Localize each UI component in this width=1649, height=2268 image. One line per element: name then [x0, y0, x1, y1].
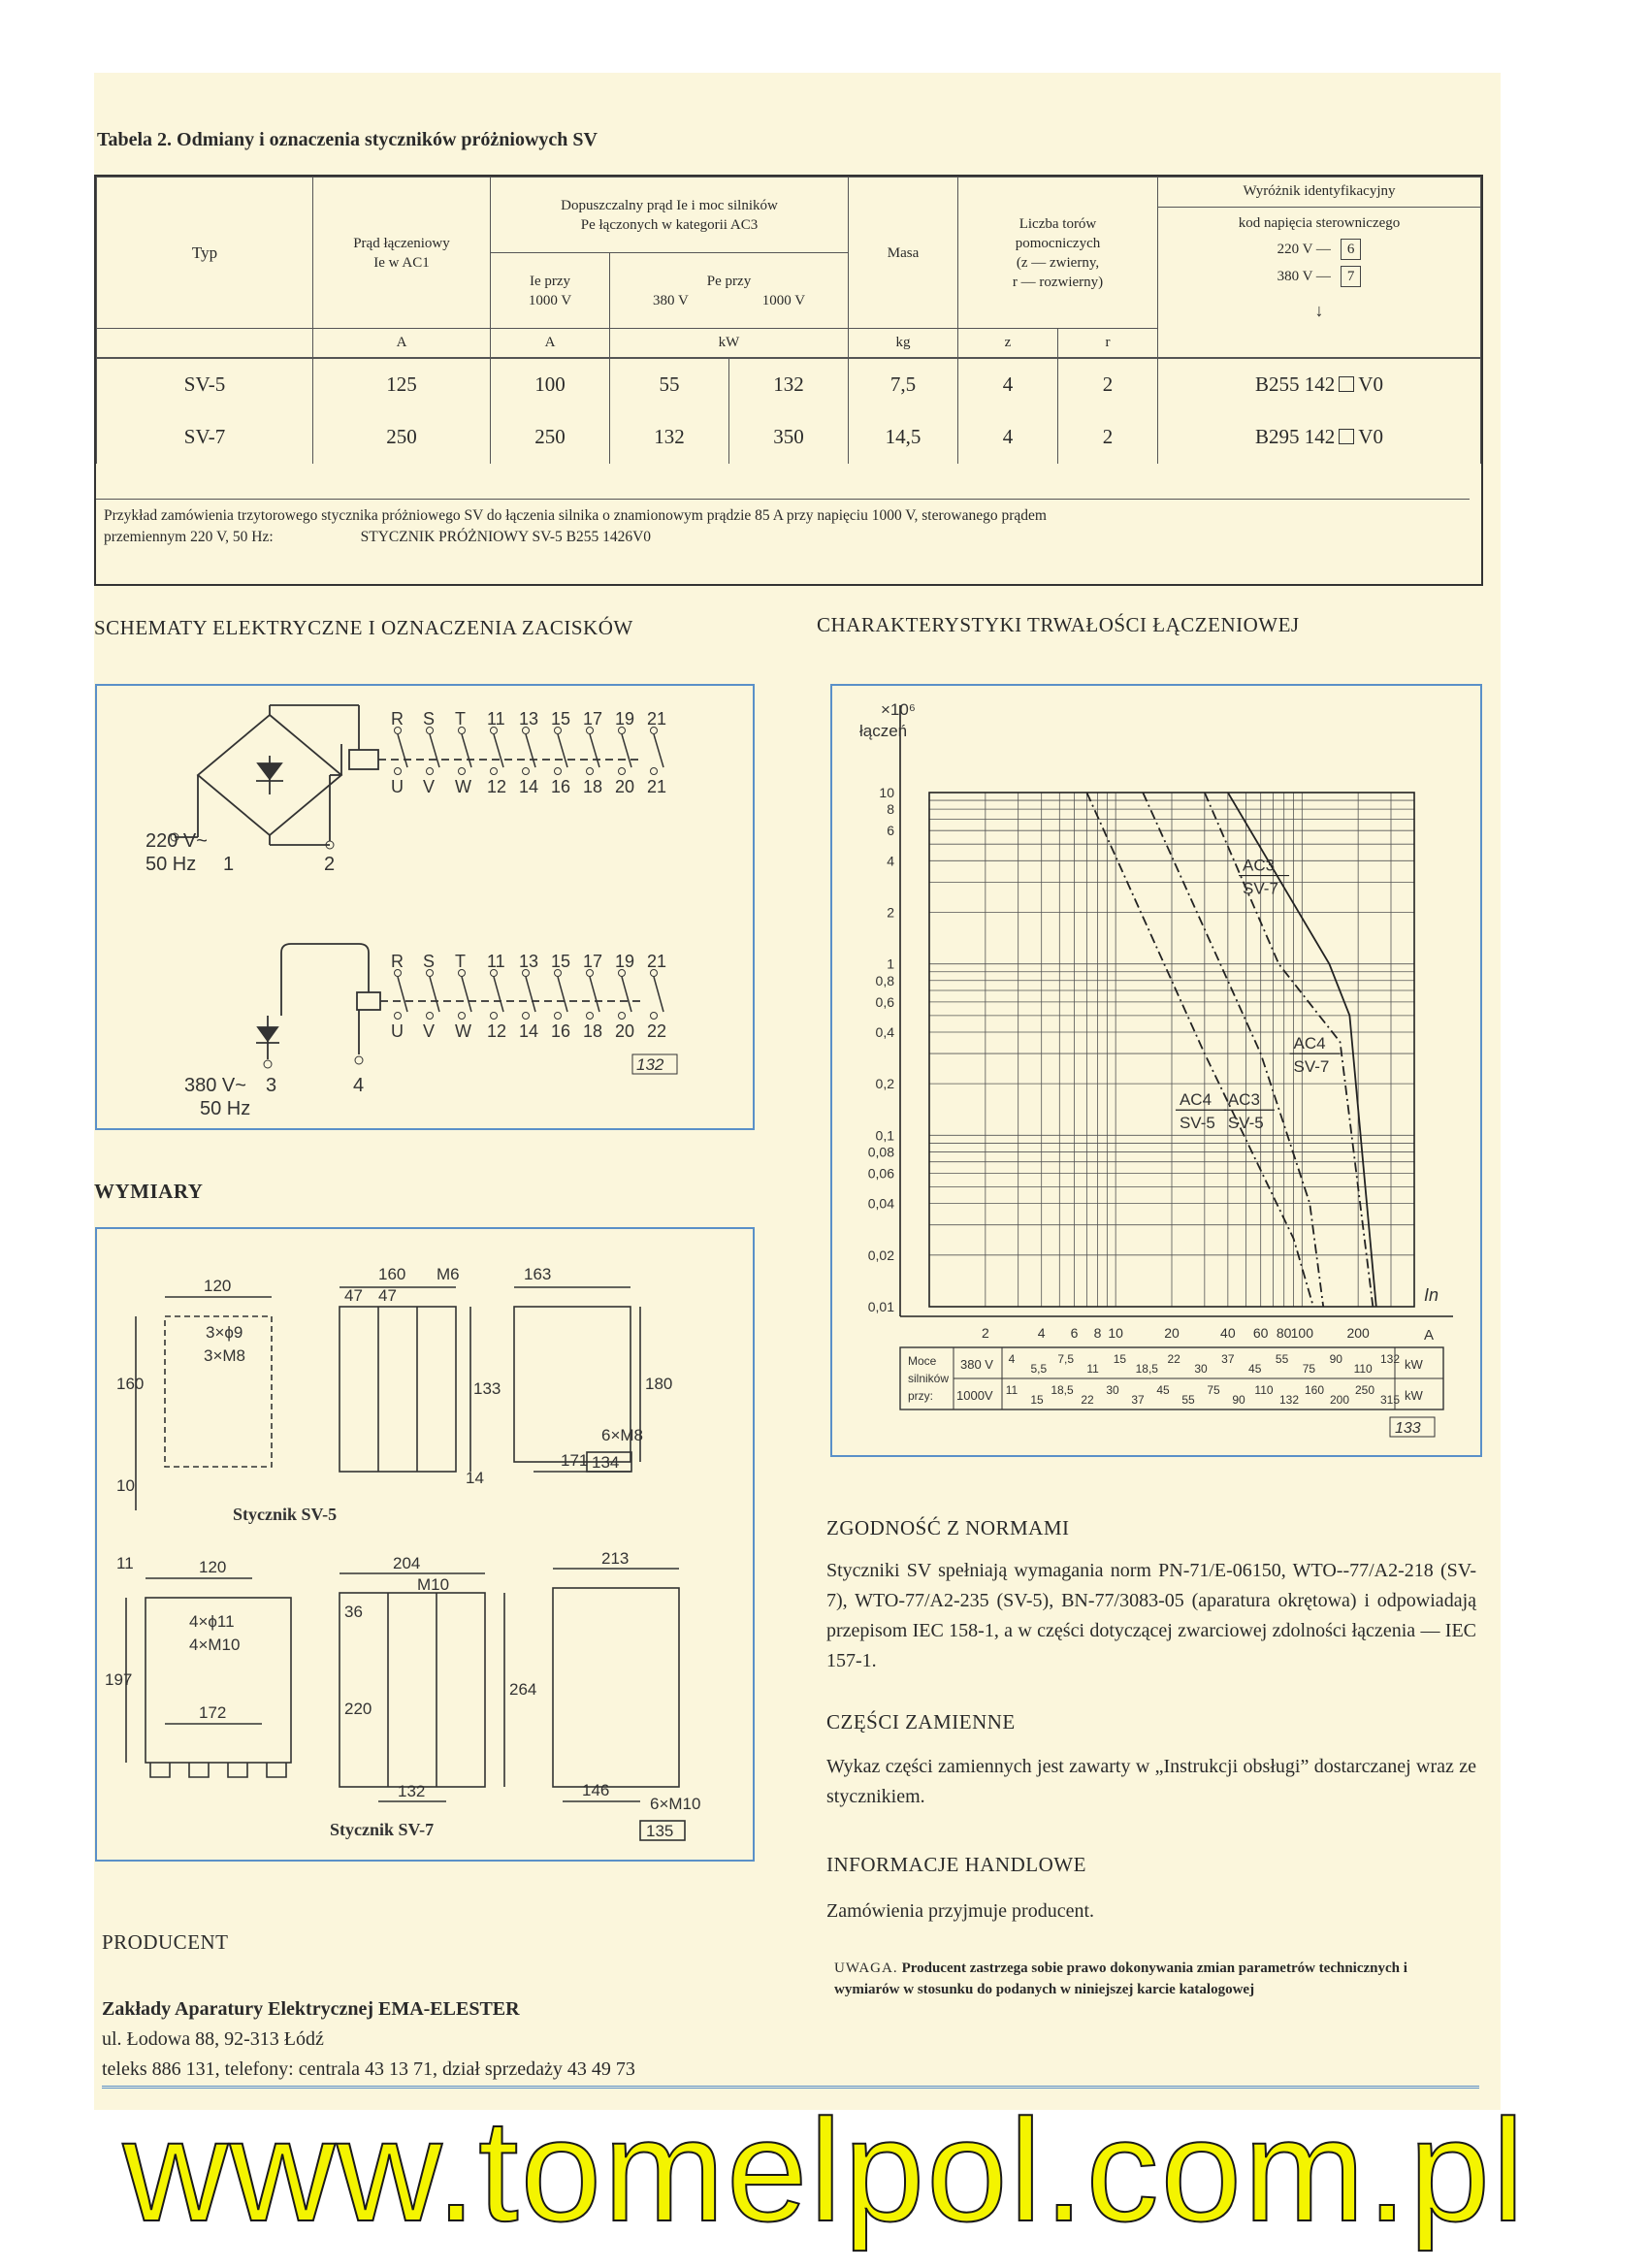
x-axis-unit: A	[1424, 1327, 1435, 1344]
hdr-wyr-l1: Wyróżnik identyfikacyjny	[1243, 183, 1396, 199]
sv5-dim-label: 134	[592, 1453, 620, 1472]
terminal-label-top: 19	[615, 952, 635, 971]
cell-ie-ac1: 250	[313, 411, 491, 464]
terminal-icon	[555, 768, 562, 775]
hdr-liczba-l3: (z — zwierny,	[1016, 254, 1100, 271]
cell-r: 2	[1058, 411, 1158, 464]
x-tick-label: 200	[1346, 1325, 1370, 1341]
x-tick-label: 100	[1290, 1325, 1313, 1341]
cell-code	[1158, 358, 1481, 411]
y-tick-label: 0,04	[867, 1195, 894, 1212]
terminal-icon	[651, 768, 658, 775]
code-380-label: 380 V —	[1277, 269, 1331, 284]
power-1000-value: 160	[1304, 1383, 1325, 1397]
sv7-dim-label: 220	[344, 1700, 372, 1718]
contact-line	[590, 734, 599, 767]
power-380-value: 5,5	[1030, 1362, 1048, 1376]
terminal-icon	[523, 768, 530, 775]
power-380-value: 110	[1353, 1362, 1373, 1376]
x-tick-label: 10	[1108, 1325, 1123, 1341]
power-380-value: 75	[1302, 1362, 1316, 1376]
sv5-dim-label: 14	[466, 1469, 484, 1487]
contact-line	[430, 977, 439, 1012]
informacje-text: Zamówienia przyjmuje producent.	[826, 1900, 1095, 1922]
x-tick-label: 4	[1037, 1325, 1046, 1341]
y-tick-label: 0,02	[867, 1247, 894, 1263]
terminal-icon	[427, 1013, 434, 1020]
power-1000-value: 37	[1131, 1393, 1145, 1407]
terminal-label-top: T	[455, 952, 466, 971]
terminal-label-top: 11	[487, 952, 505, 971]
sv7-dim-label: 204	[393, 1554, 421, 1572]
hdr-liczba-l2: pomocniczych	[1015, 235, 1101, 251]
code-220	[1164, 239, 1474, 260]
contact-line	[494, 734, 503, 767]
power-380-value: 4	[1008, 1352, 1016, 1366]
series-label-sub: SV-7	[1243, 879, 1278, 898]
y-tick-label: 0,01	[867, 1299, 894, 1314]
contact-line	[462, 734, 471, 767]
checkbox-square-icon	[1339, 429, 1354, 444]
terminal-icon	[264, 1060, 272, 1068]
sv7-dim-label: 197	[105, 1670, 133, 1689]
hdr-typ: Typ	[97, 178, 313, 329]
power-1000-value: 90	[1232, 1393, 1245, 1407]
uwaga-text: Producent zastrzega sobie prawo dokonywania zmian parametrów technicznych i wymiarów w stosunku do podanych w niniejszej karcie katalogowej	[834, 1960, 1407, 1997]
y-tick-label: 0,2	[875, 1076, 894, 1092]
y-tick-label: 10	[879, 785, 894, 800]
terminal-icon	[395, 768, 402, 775]
terminal-label-top: R	[391, 709, 404, 729]
series-label-sub: SV-7	[1293, 1057, 1330, 1077]
cell-pe-380: 55	[610, 358, 729, 411]
contact-line	[622, 734, 631, 767]
sv7-dim-label: 264	[509, 1680, 537, 1699]
terminal-label-top: 13	[519, 952, 539, 971]
power-1000-value: 132	[1278, 1393, 1300, 1407]
terminal-label-bottom: 16	[551, 777, 571, 796]
code-b: V0	[1358, 373, 1383, 396]
x-tick-label: 8	[1093, 1325, 1102, 1341]
terminal-label-bottom: 20	[615, 777, 635, 796]
x-tick-label: 20	[1164, 1325, 1180, 1341]
power-1000-value: 15	[1030, 1393, 1044, 1407]
series-line	[1086, 793, 1313, 1307]
unit-kw: kW	[610, 329, 849, 358]
hdr-wyroznik	[1158, 178, 1481, 358]
power-table-header: silników	[908, 1372, 950, 1385]
sv7-dim-label: 4×ϕ11	[189, 1612, 235, 1631]
power-380-value: 7,5	[1057, 1352, 1075, 1366]
contact-line	[590, 977, 599, 1012]
power-380-value: 18,5	[1135, 1362, 1158, 1376]
unit-kg: kg	[849, 329, 958, 358]
contact-line	[654, 977, 663, 1012]
terminal-icon	[459, 768, 466, 775]
hdr-pe-380: 380 V	[652, 292, 689, 308]
checkbox-square-icon	[1339, 376, 1354, 392]
terminal-label-bottom: 12	[487, 1021, 507, 1041]
sv5-dim-label: 160	[378, 1265, 406, 1283]
power-1000-value: 200	[1329, 1393, 1350, 1407]
terminal-label-bottom: 14	[519, 1021, 539, 1041]
sv5-dim-label: 120	[204, 1277, 232, 1295]
power-row-label: 380 V	[960, 1357, 993, 1372]
y-tick-label: 1	[887, 956, 894, 972]
power-1000-value: 22	[1081, 1393, 1094, 1407]
hdr-dop-l1: Dopuszczalny prąd Ie i moc silników	[561, 197, 778, 213]
y-tick-label: 8	[887, 801, 894, 818]
terminal-label-top: 21	[647, 709, 667, 729]
code-380-value: 7	[1341, 266, 1362, 287]
terminal-icon	[651, 1013, 658, 1020]
terminal-icon	[555, 1013, 562, 1020]
cell-pe-1000: 350	[728, 411, 848, 464]
hdr-liczba-l4: r — rozwierny)	[1012, 274, 1104, 290]
sv7-dim-label: 135	[646, 1822, 674, 1840]
y-tick-label: 0,4	[875, 1023, 894, 1040]
durability-chart	[832, 686, 1480, 1455]
unit-r: r	[1058, 329, 1158, 358]
contact-line	[622, 977, 631, 1012]
x-tick-label: 40	[1220, 1325, 1236, 1341]
hdr-prad-l1: Prąd łączeniowy	[353, 235, 450, 251]
y-axis-label: ×10⁶	[881, 700, 916, 719]
power-1000-value: 18,5	[1051, 1383, 1074, 1397]
sv7-dim-label: 6×M10	[650, 1795, 701, 1813]
hdr-pe-l1: Pe przy	[706, 273, 752, 289]
sv5-dim-label: 3×ϕ9	[206, 1323, 243, 1342]
hdr-dop	[491, 178, 849, 253]
terminal-label-bottom: V	[423, 777, 436, 796]
cell-ie-ac1: 125	[313, 358, 491, 411]
y-tick-label: 6	[887, 823, 894, 839]
supply-2b: 50 Hz	[200, 1098, 251, 1119]
terminal-label-bottom: 14	[519, 777, 539, 796]
terminal-icon	[523, 1013, 530, 1020]
term-2: 2	[324, 854, 336, 875]
terminal-label-bottom: 12	[487, 777, 507, 796]
terminal-label-bottom: 20	[615, 1021, 635, 1041]
cell-code	[1158, 411, 1481, 464]
contact-line	[558, 734, 567, 767]
hdr-ie-l1: Ie przy	[529, 273, 571, 289]
sv7-dim-label: 132	[398, 1782, 426, 1800]
table-row	[97, 358, 1481, 411]
terminal-icon	[619, 768, 626, 775]
code-a: B255 142	[1255, 373, 1336, 396]
contact-line	[430, 734, 439, 767]
code-380	[1164, 266, 1474, 287]
table-title: Tabela 2. Odmiany i oznaczenia styczników próżniowych SV	[97, 129, 598, 150]
supply-1b: 50 Hz	[146, 854, 197, 875]
contact-line	[398, 734, 407, 767]
spec-table	[94, 175, 1483, 586]
sv7-dim-label: 172	[199, 1703, 227, 1722]
sv5-dim-label: 163	[524, 1265, 552, 1283]
cell-typ: SV-7	[97, 411, 313, 464]
cell-masa: 14,5	[849, 411, 958, 464]
terminal-icon	[395, 1013, 402, 1020]
series-label-sub: SV-5	[1179, 1114, 1215, 1133]
x-tick-label: 80	[1276, 1325, 1292, 1341]
order-example	[104, 499, 1462, 548]
hdr-ie-l2: 1000 V	[528, 292, 572, 308]
series-label-sub: SV-5	[1227, 1114, 1264, 1133]
arrow-down-icon: ↓	[1314, 301, 1324, 320]
supply-1a: 220 V~	[146, 830, 208, 852]
hdr-masa: Masa	[849, 178, 958, 329]
order-note-line1: Przykład zamówienia trzytorowego stycznika próżniowego SV do łączenia silnika o znamionowym prądzie 85 A przy napięciu 1000 V, sterowanego prądem	[96, 499, 1470, 527]
cell-z: 4	[958, 411, 1058, 464]
contact-line	[526, 977, 535, 1012]
series-label: AC4	[1293, 1034, 1326, 1053]
cell-typ: SV-5	[97, 358, 313, 411]
zgodnosc-text: Styczniki SV spełniają wymagania norm PN-71/E-06150, WTO--77/A2-218 (SV-7), WTO-77/A2-235 (SV-5), BN-77/3083-05 (aparatura okrętowa) i odpowiadają przepisom IEC 158-1, a w części dotyczącej zwarciowej zdolności łączenia — IEC 157-1.	[826, 1560, 1476, 1671]
terminal-icon	[491, 768, 498, 775]
terminal-label-top: 13	[519, 709, 539, 729]
x-tick-label: 60	[1252, 1325, 1269, 1341]
sv5-dim-label: 47	[344, 1286, 363, 1305]
series-label: AC3	[1243, 856, 1276, 875]
terminal-label-bottom: 22	[647, 1021, 667, 1041]
power-380-value: 55	[1275, 1352, 1289, 1366]
terminal-icon	[587, 768, 594, 775]
code-b: V0	[1358, 425, 1383, 448]
power-1000-value: 250	[1354, 1383, 1375, 1397]
power-1000-value: 30	[1106, 1383, 1119, 1397]
contact-line	[558, 977, 567, 1012]
schematic-frame	[95, 684, 755, 1130]
terminal-label-top: 21	[647, 952, 667, 971]
terminal-icon	[587, 1013, 594, 1020]
sv7-dim-label: M10	[417, 1575, 450, 1594]
power-380-value: 132	[1379, 1352, 1401, 1366]
terminal-label-top: R	[391, 952, 404, 971]
order-note-2b: STYCZNIK PRÓŻNIOWY SV-5 B255 1426V0	[360, 529, 652, 545]
hdr-pe	[610, 253, 849, 329]
hdr-wyr-l2: kod napięcia sterowniczego	[1158, 207, 1480, 233]
terminal-icon	[427, 768, 434, 775]
term-3: 3	[266, 1075, 277, 1096]
y-tick-label: 0,8	[875, 972, 894, 988]
producer-address: ul. Łodowa 88, 92-313 Łódź	[102, 2028, 324, 2050]
cell-r: 2	[1058, 358, 1158, 411]
terminal-label-top: T	[455, 709, 466, 729]
heading-charakterystyki: CHARAKTERYSTYKI TRWAŁOŚCI ŁĄCZENIOWEJ	[817, 613, 1300, 636]
hdr-pe-1000: 1000 V	[761, 292, 806, 308]
sv5-dim-label: M6	[436, 1265, 460, 1283]
heading-informacje: INFORMACJE HANDLOWE	[826, 1853, 1086, 1876]
y-tick-label: 4	[887, 853, 894, 869]
czesci-text: Wykaz części zamiennych jest zawarty w „Instrukcji obsługi” dostarczanej wraz ze stycznikiem.	[826, 1756, 1476, 1807]
terminal-icon	[459, 1013, 466, 1020]
unit-a1: A	[313, 329, 491, 358]
y-tick-label: 2	[887, 904, 894, 921]
sv7-dim-label: 11	[116, 1554, 134, 1572]
power-380-value: 15	[1113, 1352, 1127, 1366]
series-label: AC4	[1179, 1090, 1212, 1110]
sv5-dim-label: 160	[116, 1375, 145, 1393]
term-4: 4	[353, 1075, 365, 1096]
terminal-label-top: 17	[583, 952, 603, 971]
cell-ie-1000: 250	[491, 411, 610, 464]
terminal-icon	[355, 1056, 363, 1064]
unit-a2: A	[491, 329, 610, 358]
uwaga-note	[834, 1958, 1474, 2000]
power-380-value: 30	[1194, 1362, 1208, 1376]
heading-producent: PRODUCENT	[102, 1930, 229, 1954]
sv5-dim-label: 180	[645, 1375, 673, 1393]
heading-czesci: CZĘŚCI ZAMIENNE	[826, 1710, 1016, 1733]
y-tick-label: 0,1	[875, 1127, 894, 1144]
terminal-label-bottom: 16	[551, 1021, 571, 1041]
power-1000-value: 75	[1207, 1383, 1220, 1397]
schematic-fig-no: 132	[636, 1055, 664, 1074]
power-380-value: 11	[1086, 1362, 1099, 1376]
heading-wymiary: WYMIARY	[94, 1180, 204, 1203]
terminal-label-bottom: U	[391, 1021, 404, 1041]
hdr-liczba-l1: Liczba torów	[1018, 215, 1097, 232]
sv7-dim-label: 120	[199, 1558, 227, 1576]
x-axis-label: In	[1424, 1285, 1439, 1305]
cell-masa: 7,5	[849, 358, 958, 411]
cell-pe-380: 132	[610, 411, 729, 464]
unit-empty	[97, 329, 313, 358]
terminal-icon	[491, 1013, 498, 1020]
producer-block	[102, 1994, 635, 2085]
producer-name: Zakłady Aparatury Elektrycznej EMA-ELESTER	[102, 1998, 520, 2020]
sv5-caption: Stycznik SV-5	[233, 1505, 338, 1524]
terminal-label-bottom: 21	[647, 777, 667, 796]
terminal-label-bottom: 18	[583, 777, 603, 796]
y-tick-label: 0,06	[867, 1165, 894, 1182]
terminal-label-bottom: W	[455, 777, 471, 796]
hdr-liczba	[958, 178, 1158, 329]
power-row-label: 1000V	[956, 1388, 993, 1403]
code-a: B295 142	[1255, 425, 1336, 448]
sv5-dim-label: 47	[378, 1286, 397, 1305]
hdr-prad-l2: Ie w AC1	[373, 254, 430, 271]
terminal-label-top: 17	[583, 709, 603, 729]
term-1: 1	[223, 854, 235, 875]
sv5-dim-label: 3×M8	[204, 1346, 245, 1365]
dimensions-frame	[95, 1227, 755, 1862]
cell-ie-1000: 100	[491, 358, 610, 411]
terminal-label-bottom: W	[455, 1021, 471, 1041]
sv5-dim-label: 171	[561, 1451, 589, 1470]
chart-fig-no: 133	[1395, 1420, 1421, 1437]
contact-line	[462, 977, 471, 1012]
terminal-label-top: 15	[551, 952, 571, 971]
power-unit: kW	[1405, 1388, 1423, 1403]
sv7-dim-label: 146	[582, 1781, 610, 1799]
hdr-ie	[491, 253, 610, 329]
heading-schematy: SCHEMATY ELEKTRYCZNE I OZNACZENIA ZACISKÓW	[94, 616, 633, 639]
contact-line	[398, 977, 407, 1012]
producer-contact: teleks 886 131, telefony: centrala 43 13 71, dział sprzedaży 43 49 73	[102, 2058, 635, 2080]
x-tick-label: 2	[981, 1325, 989, 1341]
heading-zgodnosc: ZGODNOŚĆ Z NORMAMI	[826, 1516, 1070, 1539]
supply-2a: 380 V~	[184, 1075, 246, 1096]
terminal-label-top: 11	[487, 709, 505, 729]
power-unit: kW	[1405, 1357, 1423, 1372]
sv5-dim-label: 10	[116, 1476, 135, 1495]
terminal-label-bottom: U	[391, 777, 404, 796]
sv7-caption: Stycznik SV-7	[330, 1820, 435, 1839]
table-row	[97, 411, 1481, 464]
power-1000-value: 110	[1254, 1383, 1274, 1397]
order-note-line2	[104, 527, 1462, 548]
chart-frame	[830, 684, 1482, 1457]
code-220-value: 6	[1341, 239, 1362, 260]
power-380-value: 37	[1221, 1352, 1235, 1366]
power-380-value: 90	[1329, 1352, 1342, 1366]
hdr-dop-l2: Pe łączonych w kategorii AC3	[580, 216, 759, 233]
sv7-dim-label: 4×M10	[189, 1636, 241, 1654]
series-line	[1205, 793, 1374, 1307]
uwaga-label: UWAGA.	[834, 1960, 898, 1976]
sv5-dim-label: 133	[473, 1379, 501, 1398]
contact-line	[526, 734, 535, 767]
sv7-dim-label: 213	[601, 1549, 630, 1568]
power-1000-value: 11	[1005, 1383, 1018, 1397]
unit-z: z	[958, 329, 1058, 358]
power-1000-value: 45	[1156, 1383, 1170, 1397]
power-1000-value: 55	[1181, 1393, 1195, 1407]
contact-line	[494, 977, 503, 1012]
y-tick-label: 0,6	[875, 993, 894, 1010]
order-note-2a: przemiennym 220 V, 50 Hz:	[104, 529, 274, 545]
watermark-url: www.tomelpol.com.pl	[122, 2089, 1527, 2252]
terminal-icon	[619, 1013, 626, 1020]
terminal-label-top: 19	[615, 709, 635, 729]
power-table-header: Moce	[908, 1354, 937, 1368]
terminal-label-top: 15	[551, 709, 571, 729]
power-1000-value: 315	[1379, 1393, 1401, 1407]
x-tick-label: 6	[1070, 1325, 1079, 1341]
terminal-label-top: S	[423, 952, 436, 971]
terminal-label-bottom: 18	[583, 1021, 603, 1041]
sv7-dim-label: 36	[344, 1603, 363, 1621]
cell-pe-1000: 132	[728, 358, 848, 411]
series-label: AC3	[1227, 1090, 1260, 1110]
terminal-label-top: S	[423, 709, 436, 729]
contact-line	[654, 734, 663, 767]
hdr-prad	[313, 178, 491, 329]
y-axis-label-2: łączeń	[859, 722, 908, 740]
terminal-label-bottom: V	[423, 1021, 436, 1041]
power-table-header: przy:	[908, 1389, 934, 1403]
dimensions-drawing	[97, 1229, 753, 1860]
y-tick-label: 0,08	[867, 1144, 894, 1160]
power-380-value: 22	[1167, 1352, 1180, 1366]
schematic-diagram	[97, 686, 753, 1128]
sv5-dim-label: 6×M8	[601, 1426, 643, 1444]
power-380-value: 45	[1248, 1362, 1262, 1376]
code-220-label: 220 V —	[1277, 242, 1331, 257]
cell-z: 4	[958, 358, 1058, 411]
